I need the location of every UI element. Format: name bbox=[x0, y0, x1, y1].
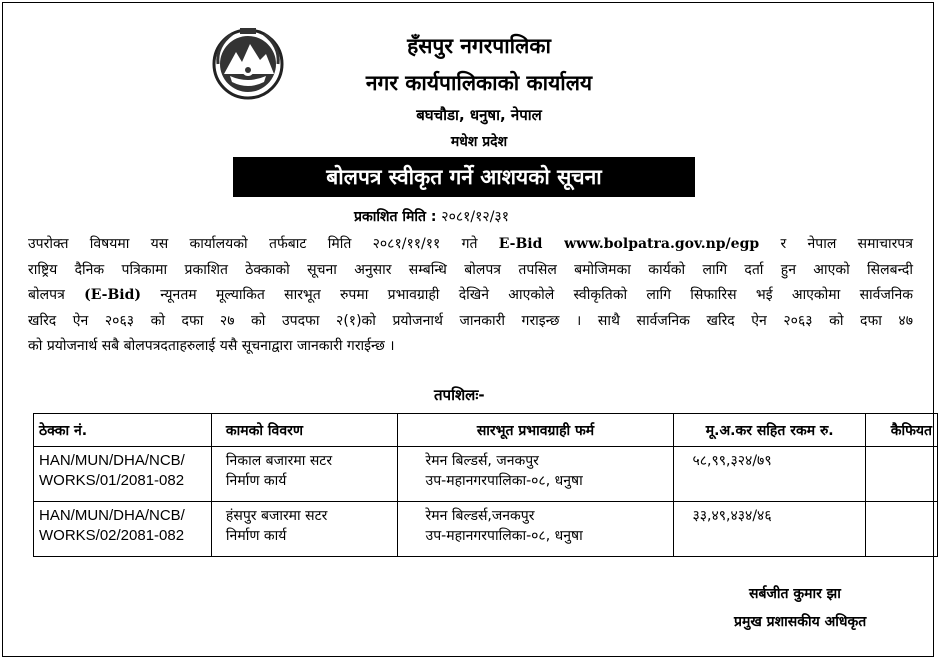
published-value: २०८१/१२/३१ bbox=[441, 209, 509, 225]
contract-no-line: HAN/MUN/DHA/NCB/ bbox=[39, 507, 185, 524]
firm-line: उप-महानगरपालिका-०८, धनुषा bbox=[425, 473, 583, 489]
body-text: बोलपत्र bbox=[28, 287, 85, 303]
ebid-text: (E-Bid) bbox=[84, 287, 142, 303]
col-contract-no: ठेक्का नं. bbox=[34, 414, 212, 447]
work-cell bbox=[211, 447, 397, 502]
firm-cell bbox=[397, 447, 674, 502]
province-name: मधेश प्रदेश bbox=[450, 134, 508, 150]
work-cell bbox=[211, 502, 397, 557]
body-text: उपरोक्त विषयमा यस कार्यालयको तर्फबाट मिति २०८१/११/११ गते bbox=[28, 236, 499, 252]
col-amount: मू.अ.कर सहित रकम रु. bbox=[674, 414, 866, 447]
body-line-1 bbox=[28, 232, 913, 258]
published-label: प्रकाशित मिति : bbox=[354, 209, 437, 225]
firm-line: उप-महानगरपालिका-०८, धनुषा bbox=[425, 528, 583, 544]
col-work-description: कामको विवरण bbox=[211, 414, 397, 447]
work-line: निर्माण कार्य bbox=[225, 473, 287, 489]
remarks-cell bbox=[865, 502, 937, 557]
ebid-portal-text: E-Bid www.bolpatra.gov.np/egp bbox=[498, 236, 760, 252]
signatory-title: प्रमुख प्रशासकीय अधिकृत bbox=[734, 614, 867, 630]
body-line-2: राष्ट्रिय दैनिक पत्रिकामा प्रकाशित ठेक्काको सूचना अनुसार सम्बन्धि बोलपत्र तपसिल बमोजिमका कार्यको लागि दर्ता हुन आएको सिलबन्दी bbox=[28, 261, 913, 278]
col-remarks: कैफियत bbox=[865, 414, 937, 447]
contract-table bbox=[33, 413, 938, 557]
work-line: हंसपुर बजारमा सटर bbox=[225, 508, 328, 524]
body-line-5: को प्रयोजनार्थ सबै बोलपत्रदताहरुलाई यसै सूचनाद्वारा जानकारी गराईन्छ । bbox=[28, 338, 395, 354]
contract-no-line: WORKS/01/2081-082 bbox=[39, 472, 185, 489]
firm-line: रेमन बिल्डर्स, जनकपुर bbox=[425, 453, 539, 469]
body-text: र नेपाल समाचारपत्र bbox=[759, 236, 913, 252]
firm-cell bbox=[397, 502, 674, 557]
notice-body bbox=[28, 232, 913, 360]
body-line-3 bbox=[28, 283, 913, 309]
office-address: बघचौडा, धनुषा, नेपाल bbox=[416, 106, 542, 124]
table-row bbox=[34, 447, 938, 502]
work-line: निर्माण कार्य bbox=[225, 528, 287, 544]
signatory-name: सर्बजीत कुमार झा bbox=[749, 586, 841, 602]
municipality-name: हँसपुर नगरपालिका bbox=[407, 34, 551, 58]
contract-no-line: HAN/MUN/DHA/NCB/ bbox=[39, 452, 185, 469]
body-text: न्यूनतम मूल्याकित सारभूत रुपमा प्रभावग्राही देखिने आएकोले स्वीकृतिको लागि सिफारिस भई आएकोमा सार्वजनिक bbox=[141, 287, 913, 303]
amount-cell: ३३,४९,४३४/४६ bbox=[674, 502, 866, 557]
table-header-row bbox=[34, 414, 938, 447]
col-firm: सारभूत प्रभावग्राही फर्म bbox=[397, 414, 674, 447]
remarks-cell bbox=[865, 447, 937, 502]
contract-no-cell bbox=[34, 502, 212, 557]
firm-line: रेमन बिल्डर्स,जनकपुर bbox=[425, 508, 535, 524]
notice-title: बोलपत्र स्वीकृत गर्ने आशयको सूचना bbox=[233, 157, 695, 197]
schedule-heading: तपशिलः- bbox=[434, 386, 485, 404]
amount-cell: ५८,९९,३२४/७९ bbox=[674, 447, 866, 502]
work-line: निकाल बजारमा सटर bbox=[225, 453, 333, 469]
table-row bbox=[34, 502, 938, 557]
office-name: नगर कार्यपालिकाको कार्यालय bbox=[365, 71, 593, 95]
published-date bbox=[354, 207, 509, 226]
body-line-4: खरिद ऐन २०६३ को दफा २७ को उपदफा २(१)को प्रयोजनार्थ जानकारी गराइन्छ । साथै सार्वजनिक खरिद ऐन २०६३ को दफा ४७ bbox=[28, 312, 913, 329]
contract-no-cell bbox=[34, 447, 212, 502]
contract-no-line: WORKS/02/2081-082 bbox=[39, 527, 185, 544]
